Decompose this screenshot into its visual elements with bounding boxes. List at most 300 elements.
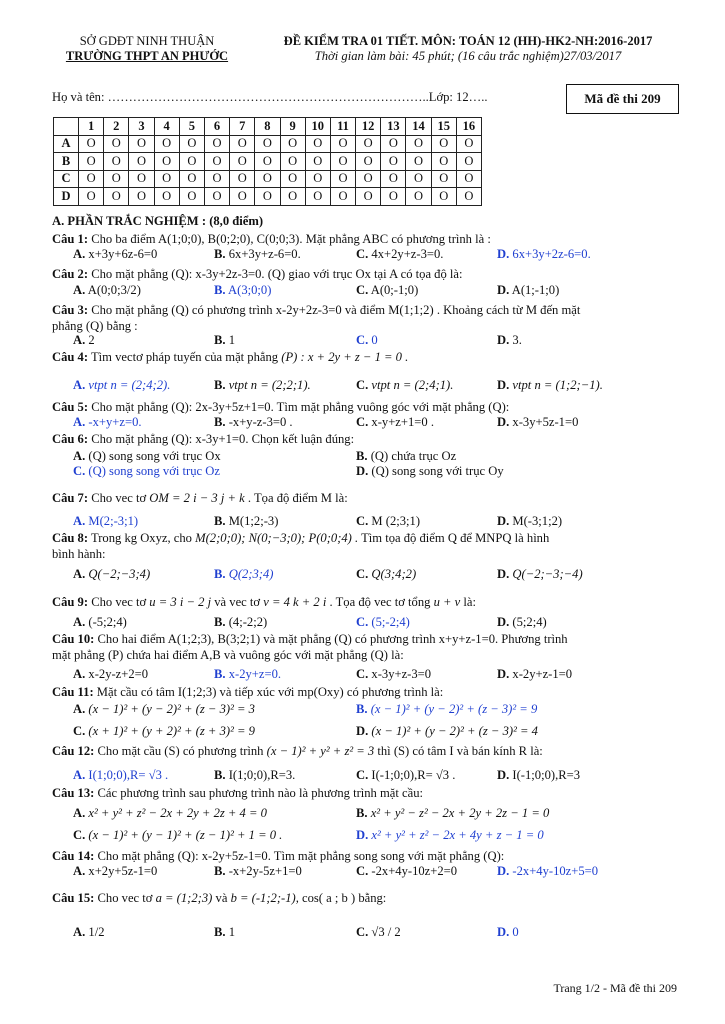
option-letter: C. xyxy=(356,925,369,939)
option-letter: D. xyxy=(356,464,369,478)
option-letter: A. xyxy=(73,247,86,261)
answer-bubble[interactable]: O xyxy=(104,135,129,153)
answer-option[interactable] xyxy=(214,615,267,630)
question-stem xyxy=(52,685,677,700)
option-letter: D. xyxy=(497,567,510,581)
option-text: Q(2;3;4) xyxy=(228,567,274,581)
answer-bubble[interactable]: O xyxy=(431,188,456,206)
option-letter: D. xyxy=(497,283,510,297)
grid-column-number: 7 xyxy=(230,118,255,136)
question-stem xyxy=(52,303,677,318)
question-stem xyxy=(52,267,677,282)
option-text: (5;2;4) xyxy=(512,615,547,629)
answer-option[interactable] xyxy=(214,514,278,529)
answer-bubble[interactable]: O xyxy=(381,188,406,206)
answer-bubble[interactable]: O xyxy=(255,188,280,206)
answer-bubble[interactable]: O xyxy=(230,170,255,188)
option-letter: C. xyxy=(356,333,369,347)
question-label: Câu 12: xyxy=(52,744,95,758)
answer-option[interactable] xyxy=(356,615,410,630)
answer-bubble[interactable]: O xyxy=(129,170,154,188)
question-label: Câu 14: xyxy=(52,849,95,863)
grid-row-letter: C xyxy=(54,170,79,188)
option-text: x-2y+z=0. xyxy=(228,667,282,681)
answer-bubble[interactable]: O xyxy=(456,188,481,206)
answer-option[interactable] xyxy=(497,415,578,430)
question-stem xyxy=(52,744,677,759)
answer-bubble[interactable]: O xyxy=(154,188,179,206)
answer-option[interactable] xyxy=(214,333,235,348)
answer-bubble[interactable]: O xyxy=(381,170,406,188)
option-text: M(2;-3;1) xyxy=(88,514,139,528)
option-letter: B. xyxy=(356,702,368,716)
option-text: x² + y² − z² − 2x + 2y + 2z − 1 = 0 xyxy=(370,806,550,820)
option-text: A(1;-1;0) xyxy=(511,283,560,297)
answer-option[interactable] xyxy=(356,567,416,582)
answer-option[interactable] xyxy=(356,283,418,298)
answer-option[interactable] xyxy=(214,415,293,430)
option-text: (x − 1)² + (y − 2)² + (z − 3)² = 3 xyxy=(88,702,255,716)
answer-option[interactable] xyxy=(73,283,141,298)
option-text: (x − 1)² + (y − 1)² + (z − 1)² + 1 = 0 . xyxy=(88,828,283,842)
answer-bubble[interactable]: O xyxy=(431,153,456,171)
question-stem xyxy=(52,531,677,546)
grid-column-number: 5 xyxy=(179,118,204,136)
grid-column-number: 13 xyxy=(381,118,406,136)
grid-column-number: 15 xyxy=(431,118,456,136)
option-letter: A. xyxy=(73,806,86,820)
option-text: x-y+z+1=0 . xyxy=(371,415,434,429)
grid-row-letter: B xyxy=(54,153,79,171)
grid-column-number: 11 xyxy=(330,118,355,136)
answer-option[interactable] xyxy=(356,667,431,682)
answer-bubble[interactable]: O xyxy=(431,135,456,153)
option-text: 0 xyxy=(512,925,519,939)
answer-bubble[interactable]: O xyxy=(406,170,431,188)
option-letter: B. xyxy=(214,615,226,629)
grid-row-letter: D xyxy=(54,188,79,206)
answer-bubble[interactable]: O xyxy=(204,153,229,171)
answer-option[interactable] xyxy=(356,702,537,717)
option-text: I(-1;0;0),R= √3 . xyxy=(371,768,456,782)
answer-option[interactable] xyxy=(214,667,281,682)
option-letter: A. xyxy=(73,333,86,347)
option-text: x-2y+z-1=0 xyxy=(512,667,573,681)
department-name: SỞ GDĐT NINH THUẬN xyxy=(79,34,215,48)
question-text: Cho hai điểm A(1;2;3), B(3;2;1) và mặt phẳng (Q) có phương trình x+y+z-1=0. Phương trình xyxy=(97,632,568,646)
answer-option[interactable] xyxy=(73,702,255,717)
question-expr: OM = 2 i − 3 j + k xyxy=(149,491,245,505)
answer-bubble[interactable]: O xyxy=(330,188,355,206)
answer-option[interactable] xyxy=(73,415,142,430)
question-text: Cho ba điểm A(1;0;0), B(0;2;0), C(0;0;3). Mặt phẳng ABC có phương trình là : xyxy=(91,232,491,246)
answer-bubble[interactable]: O xyxy=(381,135,406,153)
question-text: Trong kg Oxyz, cho xyxy=(90,531,192,545)
option-letter: D. xyxy=(497,768,510,782)
option-text: (4;-2;2) xyxy=(228,615,268,629)
option-letter: B. xyxy=(214,768,226,782)
answer-option[interactable] xyxy=(73,449,221,464)
answer-bubble[interactable]: O xyxy=(356,153,381,171)
option-letter: C. xyxy=(356,864,369,878)
option-letter: B. xyxy=(214,283,226,297)
answer-bubble[interactable]: O xyxy=(406,188,431,206)
answer-bubble[interactable]: O xyxy=(230,135,255,153)
question-stem xyxy=(52,849,677,864)
option-letter: C. xyxy=(356,567,369,581)
answer-bubble[interactable]: O xyxy=(79,170,104,188)
grid-column-number: 16 xyxy=(456,118,481,136)
grid-column-number: 2 xyxy=(104,118,129,136)
question-text: Cho mặt phẳng (Q) có phương trình x-2y+2z-3=0 và điểm M(1;1;2) . Khoảng cách từ M đến mặt xyxy=(91,303,581,317)
answer-option[interactable] xyxy=(497,283,559,298)
answer-bubble[interactable]: O xyxy=(305,188,330,206)
answer-bubble[interactable]: O xyxy=(79,188,104,206)
option-text: I(1;0;0),R=3. xyxy=(228,768,296,782)
answer-bubble[interactable]: O xyxy=(305,170,330,188)
answer-option[interactable] xyxy=(497,925,519,940)
question-label: Câu 4: xyxy=(52,350,89,364)
answer-bubble[interactable]: O xyxy=(330,153,355,171)
answer-bubble[interactable]: O xyxy=(204,170,229,188)
option-letter: A. xyxy=(73,864,86,878)
option-text: x² + y² + z² − 2x + 4y + z − 1 = 0 xyxy=(371,828,544,842)
answer-option[interactable] xyxy=(497,247,591,262)
option-text: vtpt n = (2;4;2). xyxy=(88,378,171,392)
answer-option[interactable] xyxy=(73,464,220,479)
answer-bubble[interactable]: O xyxy=(230,153,255,171)
answer-bubble[interactable]: O xyxy=(280,170,305,188)
answer-option[interactable] xyxy=(356,247,443,262)
answer-option[interactable] xyxy=(497,768,580,783)
answer-bubble[interactable]: O xyxy=(356,170,381,188)
grid-column-number: 12 xyxy=(356,118,381,136)
answer-bubble[interactable]: O xyxy=(79,153,104,171)
option-text: vtpt n = (2;4;1). xyxy=(371,378,454,392)
answer-option[interactable] xyxy=(214,247,301,262)
answer-bubble[interactable]: O xyxy=(104,170,129,188)
answer-bubble[interactable]: O xyxy=(129,135,154,153)
option-letter: A. xyxy=(73,449,86,463)
option-letter: C. xyxy=(356,415,369,429)
answer-option[interactable] xyxy=(73,514,138,529)
option-text: x+2y+5z-1=0 xyxy=(88,864,158,878)
question-text: Cho mặt phẳng (Q): x-2y+5z-1=0. Tìm mặt phẳng song song với mặt phẳng (Q): xyxy=(97,849,505,863)
answer-bubble[interactable]: O xyxy=(356,135,381,153)
option-letter: C. xyxy=(356,378,369,392)
option-text: 6x+3y+2z-6=0. xyxy=(512,247,591,261)
question-stem-continued: bình hành: xyxy=(52,547,106,561)
grid-column-number: 6 xyxy=(204,118,229,136)
grid-column-number: 8 xyxy=(255,118,280,136)
option-text: Q(3;4;2) xyxy=(371,567,417,581)
question-label: Câu 13: xyxy=(52,786,95,800)
question-text: Các phương trình sau phương trình nào là phương trình mặt cầu: xyxy=(97,786,424,800)
question-plane: (P) : x + 2y + z − 1 = 0 . xyxy=(281,350,409,364)
question-text-after: cos( a ; b ) bằng: xyxy=(302,891,387,905)
option-text: -x+y+z=0. xyxy=(88,415,142,429)
option-letter: B. xyxy=(214,567,226,581)
question-text: Cho mặt cầu (S) có phương trình xyxy=(97,744,264,758)
answer-bubble[interactable]: O xyxy=(230,188,255,206)
option-text: I(1;0;0),R= √3 . xyxy=(88,768,169,782)
option-letter: D. xyxy=(497,514,510,528)
answer-bubble[interactable]: O xyxy=(79,135,104,153)
option-letter: C. xyxy=(73,464,86,478)
answer-option[interactable] xyxy=(73,615,127,630)
answer-bubble[interactable]: O xyxy=(179,170,204,188)
option-text: M (2;3;1) xyxy=(371,514,421,528)
option-text: -2x+4y-10z+2=0 xyxy=(371,864,458,878)
answer-option[interactable] xyxy=(356,378,453,393)
answer-option[interactable] xyxy=(356,828,544,843)
option-text: (-5;2;4) xyxy=(88,615,127,629)
question-text: Cho mặt phẳng (Q): x-3y+1=0. Chọn kết luận đúng: xyxy=(91,432,355,446)
question-text: Cho mặt phẳng (Q): 2x-3y+5z+1=0. Tìm mặt phẳng vuông góc với mặt phẳng (Q): xyxy=(91,400,510,414)
answer-bubble[interactable]: O xyxy=(154,135,179,153)
option-text: 1/2 xyxy=(88,925,105,939)
answer-bubble[interactable]: O xyxy=(280,188,305,206)
option-text: I(-1;0;0),R=3 xyxy=(512,768,581,782)
option-text: (Q) song song với trục Oz xyxy=(88,464,220,478)
answer-bubble[interactable]: O xyxy=(104,188,129,206)
option-letter: D. xyxy=(497,378,510,392)
option-text: (x + 1)² + (y + 2)² + (z + 3)² = 9 xyxy=(88,724,255,738)
question-expr: M(2;0;0); N(0;−3;0); P(0;0;4) . xyxy=(195,531,359,545)
question-expr: a = (1;2;3) xyxy=(155,891,213,905)
answer-option[interactable] xyxy=(497,864,598,879)
question-label: Câu 11: xyxy=(52,685,94,699)
answer-bubble[interactable]: O xyxy=(356,188,381,206)
school-name: TRƯỜNG THPT AN PHƯỚC xyxy=(65,49,229,63)
answer-bubble[interactable]: O xyxy=(104,153,129,171)
question-label: Câu 2: xyxy=(52,267,89,281)
option-text: 1 xyxy=(228,333,236,347)
grid-column-number: 10 xyxy=(305,118,330,136)
answer-bubble[interactable]: O xyxy=(456,170,481,188)
option-letter: D. xyxy=(497,247,510,261)
option-letter: A. xyxy=(73,283,86,297)
option-letter: D. xyxy=(497,864,510,878)
grid-column-number: 1 xyxy=(79,118,104,136)
option-letter: B. xyxy=(214,333,226,347)
option-letter: C. xyxy=(356,247,369,261)
option-letter: A. xyxy=(73,415,86,429)
answer-bubble[interactable]: O xyxy=(381,153,406,171)
option-letter: C. xyxy=(356,615,369,629)
answer-option[interactable] xyxy=(214,283,271,298)
answer-option[interactable] xyxy=(214,864,302,879)
option-letter: B. xyxy=(214,415,226,429)
question-stem xyxy=(52,891,677,906)
question-label: Câu 3: xyxy=(52,303,89,317)
question-text: Mặt cầu có tâm I(1;2;3) và tiếp xúc với mp(Oxy) có phương trình là: xyxy=(96,685,444,699)
answer-option[interactable] xyxy=(73,828,282,843)
answer-option[interactable] xyxy=(356,464,504,479)
question-stem xyxy=(52,595,677,610)
option-text: √3 / 2 xyxy=(371,925,401,939)
question-text: Cho vec tơ xyxy=(91,491,147,505)
option-letter: A. xyxy=(73,615,86,629)
answer-option[interactable] xyxy=(73,333,95,348)
question-text: Cho mặt phẳng (Q): x-3y+2z-3=0. (Q) giao với trục Ox tại A có tọa độ là: xyxy=(91,267,463,281)
answer-bubble[interactable]: O xyxy=(154,153,179,171)
question-expr: u = 3 i − 2 j xyxy=(149,595,212,609)
answer-option[interactable] xyxy=(214,925,235,940)
answer-option[interactable] xyxy=(356,925,401,940)
option-text: (Q) song song với trục Ox xyxy=(88,449,221,463)
option-letter: A. xyxy=(73,378,86,392)
answer-option[interactable] xyxy=(73,925,105,940)
answer-option[interactable] xyxy=(214,378,311,393)
option-letter: B. xyxy=(214,378,226,392)
answer-bubble[interactable]: O xyxy=(179,153,204,171)
answer-bubble[interactable]: O xyxy=(280,153,305,171)
student-info-line: Họ và tên: …………………………………………………………………..Lớp: 12….. xyxy=(52,90,488,104)
option-letter: C. xyxy=(356,514,369,528)
answer-bubble[interactable]: O xyxy=(255,153,280,171)
school-header xyxy=(52,34,242,64)
answer-option[interactable] xyxy=(73,247,157,262)
answer-option[interactable] xyxy=(356,449,456,464)
option-letter: A. xyxy=(73,925,86,939)
question-stem xyxy=(52,232,677,247)
question-stem xyxy=(52,632,677,647)
option-letter: C. xyxy=(356,667,369,681)
answer-option[interactable] xyxy=(214,567,273,582)
option-text: A(0;-1;0) xyxy=(370,283,419,297)
option-letter: C. xyxy=(356,768,369,782)
answer-bubble[interactable]: O xyxy=(204,188,229,206)
option-text: M(1;2;-3) xyxy=(228,514,279,528)
answer-bubble[interactable]: O xyxy=(406,153,431,171)
option-text: (x − 1)² + (y − 2)² + (z − 3)² = 9 xyxy=(370,702,538,716)
question-text-end: là: xyxy=(463,595,477,609)
question-text-mid: và vec tơ xyxy=(214,595,261,609)
answer-option[interactable] xyxy=(497,378,603,393)
question-label: Câu 8: xyxy=(52,531,89,545)
answer-option[interactable] xyxy=(497,615,547,630)
question-stem xyxy=(52,400,677,415)
answer-bubble[interactable]: O xyxy=(129,153,154,171)
answer-bubble[interactable]: O xyxy=(431,170,456,188)
option-letter: B. xyxy=(214,247,226,261)
answer-option[interactable] xyxy=(214,768,295,783)
question-text: Tìm vectơ pháp tuyến của mặt phẳng xyxy=(90,350,279,364)
answer-bubble[interactable]: O xyxy=(204,135,229,153)
option-letter: A. xyxy=(73,667,86,681)
answer-option[interactable] xyxy=(73,806,267,821)
answer-option[interactable] xyxy=(497,333,522,348)
answer-bubble[interactable]: O xyxy=(280,135,305,153)
answer-bubble[interactable]: O xyxy=(129,188,154,206)
answer-option[interactable] xyxy=(497,567,583,582)
grid-column-number: 9 xyxy=(280,118,305,136)
option-text: Q(−2;−3;−4) xyxy=(512,567,583,581)
grid-column-number: 4 xyxy=(154,118,179,136)
exam-header xyxy=(258,34,678,64)
answer-bubble[interactable]: O xyxy=(456,135,481,153)
question-text: Cho vec tơ xyxy=(91,595,147,609)
option-text: (x − 1)² + (y − 2)² + (z − 3)² = 4 xyxy=(371,724,538,738)
question-expr2: b = (-1;2;-1), xyxy=(230,891,299,905)
question-text-after: thì (S) có tâm I và bán kính R là: xyxy=(377,744,543,758)
option-text: vtpt n = (2;2;1). xyxy=(228,378,311,392)
answer-bubble[interactable]: O xyxy=(255,135,280,153)
option-text: vtpt n = (1;2;−1). xyxy=(512,378,603,392)
option-text: (Q) chứa trục Oz xyxy=(370,449,457,463)
answer-option[interactable] xyxy=(497,667,572,682)
answer-bubble[interactable]: O xyxy=(456,153,481,171)
option-letter: D. xyxy=(356,724,369,738)
option-letter: C. xyxy=(73,828,86,842)
option-text: x+3y+6z-6=0 xyxy=(88,247,158,261)
grid-column-number: 3 xyxy=(129,118,154,136)
option-text: -x+2y-5z+1=0 xyxy=(228,864,302,878)
question-label: Câu 10: xyxy=(52,632,95,646)
question-stem xyxy=(52,786,677,801)
question-text: Cho vec tơ xyxy=(97,891,153,905)
exam-title: ĐỀ KIỂM TRA 01 TIẾT. MÔN: TOÁN 12 (HH)-HK2-NH:2016-2017 xyxy=(283,34,653,48)
answer-option[interactable] xyxy=(73,864,157,879)
option-letter: C. xyxy=(356,283,369,297)
option-text: A(3;0;0) xyxy=(228,283,272,297)
option-letter: B. xyxy=(214,667,226,681)
answer-option[interactable] xyxy=(356,724,538,739)
answer-option[interactable] xyxy=(73,768,168,783)
answer-option[interactable] xyxy=(356,415,434,430)
answer-bubble[interactable]: O xyxy=(305,153,330,171)
option-letter: D. xyxy=(497,925,510,939)
answer-option[interactable] xyxy=(73,667,148,682)
answer-option[interactable] xyxy=(73,378,170,393)
question-label: Câu 7: xyxy=(52,491,89,505)
option-text: x-3y+5z-1=0 xyxy=(512,415,579,429)
question-text-after: Tìm tọa độ điểm Q để MNPQ là hình xyxy=(361,531,550,545)
answer-bubble[interactable]: O xyxy=(154,170,179,188)
answer-option[interactable] xyxy=(356,514,420,529)
answer-bubble[interactable]: O xyxy=(255,170,280,188)
option-letter: A. xyxy=(73,702,86,716)
answer-option[interactable] xyxy=(356,864,457,879)
answer-option[interactable] xyxy=(497,514,562,529)
question-stem-continued: mặt phẳng (P) chứa hai điểm A,B và vuông góc với mặt phẳng (Q) là: xyxy=(52,648,404,662)
question-label: Câu 15: xyxy=(52,891,95,905)
answer-bubble[interactable]: O xyxy=(330,135,355,153)
answer-option[interactable] xyxy=(73,724,255,739)
answer-bubble[interactable]: O xyxy=(179,135,204,153)
answer-bubble[interactable]: O xyxy=(305,135,330,153)
answer-option[interactable] xyxy=(356,768,455,783)
answer-bubble[interactable]: O xyxy=(179,188,204,206)
option-letter: B. xyxy=(214,864,226,878)
answer-option[interactable] xyxy=(356,806,549,821)
question-text-after: . Tọa độ vec tơ tổng xyxy=(329,595,431,609)
question-text-after: . Tọa độ điểm M là: xyxy=(247,491,348,505)
option-text: Q(−2;−3;4) xyxy=(88,567,151,581)
option-text: -x+y-z-3=0 . xyxy=(228,415,293,429)
answer-option[interactable] xyxy=(73,567,150,582)
answer-bubble[interactable]: O xyxy=(330,170,355,188)
grid-column-number: 14 xyxy=(406,118,431,136)
option-text: 2 xyxy=(88,333,95,347)
answer-option[interactable] xyxy=(356,333,378,348)
page-footer: Trang 1/2 - Mã đề thi 209 xyxy=(553,981,677,995)
option-letter: C. xyxy=(73,724,86,738)
option-text: x-2y-z+2=0 xyxy=(88,667,149,681)
answer-bubble[interactable]: O xyxy=(406,135,431,153)
option-text: (5;-2;4) xyxy=(371,615,410,629)
